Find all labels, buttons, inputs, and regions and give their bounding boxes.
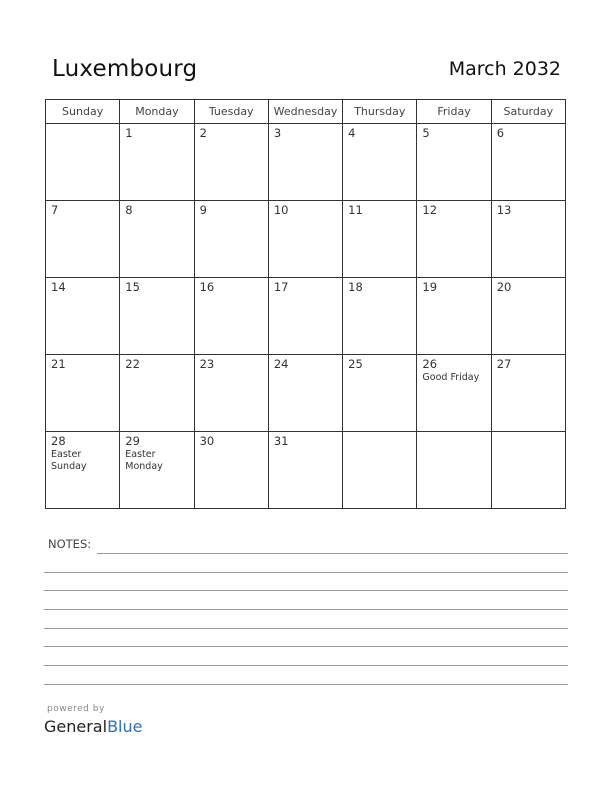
day-number: 17 — [273, 280, 289, 294]
notes-line — [44, 646, 568, 647]
holiday-label — [343, 294, 416, 295]
day-cell — [491, 432, 565, 509]
holiday-label: Easter Sunday — [51, 449, 87, 472]
holiday-label — [417, 294, 490, 295]
weekday-sunday: Sunday — [46, 100, 120, 124]
day-cell — [268, 201, 342, 278]
day-cell — [120, 432, 194, 509]
day-cell — [194, 432, 268, 509]
day-number: 21 — [51, 357, 66, 371]
holiday-label — [195, 448, 268, 449]
holiday-label — [343, 217, 416, 218]
day-cell — [120, 124, 194, 201]
day-cell — [120, 278, 194, 355]
holiday-label — [492, 140, 565, 141]
day-number: 26 — [422, 357, 438, 371]
week-row-5 — [46, 432, 566, 509]
day-cell — [194, 355, 268, 432]
day-cell — [268, 124, 342, 201]
notes-line — [97, 553, 568, 554]
holiday-label — [492, 371, 565, 372]
week-row-4 — [46, 355, 566, 432]
day-cell — [46, 355, 120, 432]
day-cell — [343, 355, 417, 432]
holiday-label — [269, 448, 342, 449]
day-cell — [491, 355, 565, 432]
day-number: 30 — [199, 434, 215, 448]
day-number: 13 — [496, 203, 512, 217]
holiday-label — [343, 140, 416, 141]
day-cell — [343, 278, 417, 355]
day-number: 22 — [125, 357, 140, 371]
holiday-label — [195, 371, 268, 372]
calendar-month-title: March 2032 — [448, 58, 561, 80]
day-cell — [417, 124, 491, 201]
holiday-label — [46, 371, 119, 372]
day-number: 23 — [199, 357, 215, 371]
holiday-label — [417, 434, 490, 435]
day-cell — [268, 278, 342, 355]
day-number: 19 — [422, 280, 438, 294]
holiday-label: Easter Monday — [125, 449, 163, 472]
day-cell — [417, 201, 491, 278]
day-cell — [120, 201, 194, 278]
notes-line — [44, 684, 568, 685]
week-row-2 — [46, 201, 566, 278]
weekday-thursday: Thursday — [343, 100, 417, 124]
holiday-label — [269, 217, 342, 218]
holiday-label — [120, 294, 193, 295]
holiday-label: Good Friday — [422, 372, 480, 383]
day-number: 28 — [51, 434, 66, 448]
holiday-label — [269, 371, 342, 372]
calendar-country-title: Luxembourg — [52, 56, 198, 82]
day-cell — [417, 355, 491, 432]
day-number: 6 — [496, 126, 505, 140]
holiday-label — [492, 434, 565, 435]
notes-line — [44, 590, 568, 591]
day-number: 5 — [422, 126, 430, 140]
holiday-label — [417, 140, 490, 141]
notes-line — [44, 609, 568, 610]
day-number: 27 — [496, 357, 512, 371]
day-number: 18 — [348, 280, 363, 294]
day-cell — [417, 278, 491, 355]
holiday-label — [492, 294, 565, 295]
day-cell — [491, 201, 565, 278]
holiday-label — [195, 217, 268, 218]
holiday-label — [46, 126, 119, 127]
holiday-label — [492, 217, 565, 218]
notes-line — [44, 665, 568, 666]
day-number: 14 — [51, 280, 66, 294]
weekday-saturday: Saturday — [491, 100, 565, 124]
holiday-label — [46, 294, 119, 295]
holiday-label — [46, 217, 119, 218]
week-row-1 — [46, 124, 566, 201]
week-row-3 — [46, 278, 566, 355]
day-number: 25 — [348, 357, 363, 371]
weekday-monday: Monday — [120, 100, 194, 124]
day-number: 29 — [125, 434, 140, 448]
notes-label: NOTES: — [48, 537, 92, 551]
day-number: 1 — [125, 126, 133, 140]
notes-line — [44, 628, 568, 629]
holiday-label — [269, 140, 342, 141]
holiday-label — [120, 371, 193, 372]
day-number: 15 — [125, 280, 140, 294]
day-number: 8 — [125, 203, 133, 217]
powered-by-text: powered by — [47, 704, 105, 714]
holiday-label — [343, 371, 416, 372]
day-number: 7 — [51, 203, 59, 217]
day-number: 9 — [199, 203, 207, 217]
holiday-label — [195, 140, 268, 141]
holiday-label — [417, 217, 490, 218]
brand-blue: Blue — [107, 717, 143, 736]
day-cell — [268, 432, 342, 509]
day-cell — [194, 124, 268, 201]
day-number: 4 — [348, 126, 356, 140]
day-number: 24 — [273, 357, 289, 371]
holiday-label — [195, 294, 268, 295]
day-cell — [194, 201, 268, 278]
weekday-wednesday: Wednesday — [268, 100, 342, 124]
day-cell — [268, 355, 342, 432]
calendar-grid — [45, 99, 566, 509]
weekday-tuesday: Tuesday — [194, 100, 268, 124]
day-number: 20 — [496, 280, 512, 294]
weekday-friday: Friday — [417, 100, 491, 124]
day-cell — [343, 124, 417, 201]
notes-line — [44, 572, 568, 573]
day-number: 10 — [273, 203, 289, 217]
day-cell — [343, 201, 417, 278]
day-cell — [343, 432, 417, 509]
holiday-label — [343, 434, 416, 435]
day-cell — [46, 124, 120, 201]
day-cell — [491, 124, 565, 201]
day-number: 3 — [273, 126, 282, 140]
day-number: 11 — [348, 203, 363, 217]
day-number: 12 — [422, 203, 438, 217]
holiday-label — [120, 140, 193, 141]
day-cell — [46, 201, 120, 278]
holiday-label — [120, 217, 193, 218]
day-cell — [120, 355, 194, 432]
day-cell — [194, 278, 268, 355]
day-cell — [46, 278, 120, 355]
day-number: 31 — [273, 434, 289, 448]
holiday-label — [269, 294, 342, 295]
day-cell — [491, 278, 565, 355]
day-cell — [46, 432, 120, 509]
weekday-header-row — [46, 100, 566, 124]
day-number: 16 — [199, 280, 215, 294]
brand-general: General — [44, 717, 108, 736]
day-number: 2 — [199, 126, 207, 140]
generalblue-logo — [44, 717, 142, 736]
day-cell — [417, 432, 491, 509]
